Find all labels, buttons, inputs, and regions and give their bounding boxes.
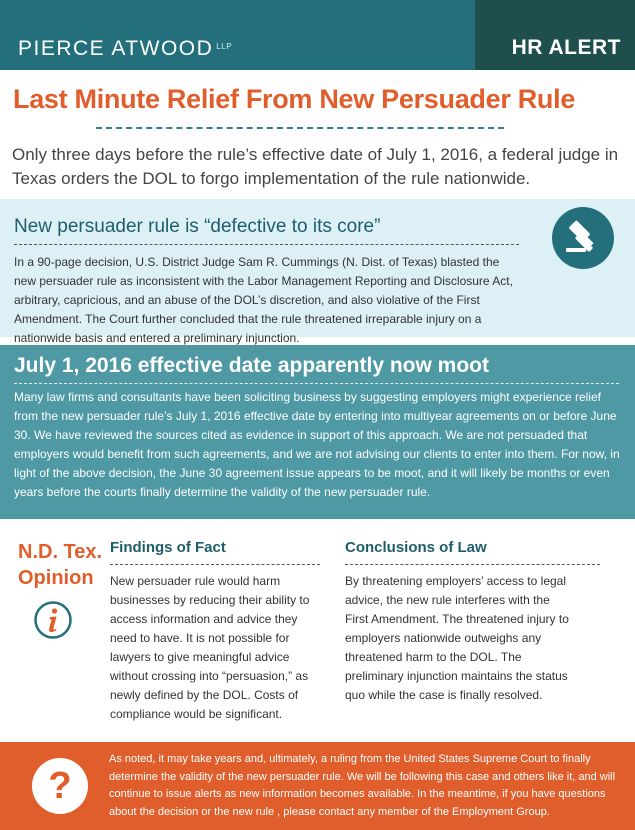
ruling-heading: New persuader rule is “defective to its core” bbox=[14, 216, 381, 237]
brand-suffix: LLP bbox=[216, 42, 233, 51]
brand-name: PIERCE ATWOOD bbox=[18, 37, 214, 60]
opinion-label bbox=[18, 539, 108, 591]
conclusions-divider bbox=[345, 564, 600, 565]
page-title: Last Minute Relief From New Persuader Rule bbox=[13, 84, 576, 114]
title-divider bbox=[96, 127, 504, 129]
effective-date-divider bbox=[14, 383, 619, 384]
findings-heading: Findings of Fact bbox=[110, 539, 226, 556]
svg-text:?: ? bbox=[48, 765, 72, 807]
ruling-body: In a 90-page decision, U.S. District Judge Sam R. Cummings (N. Dist. of Texas) blasted the new persuader rule as inconsistent with the Labor Management Reporting and Disclosure Act, arbitrary, capricious, and an abuse of the DOL’s discretion, and also violative of the First Amendment. The Court further concluded that the rule threatened irreparable injury on a nationwide basis and entered a preliminary injunction. bbox=[14, 255, 513, 345]
hr-alert-label: HR ALERT bbox=[511, 36, 621, 59]
question-icon bbox=[32, 758, 88, 814]
header-bar bbox=[0, 0, 635, 70]
conclusions-heading: Conclusions of Law bbox=[345, 539, 487, 556]
brand-logo bbox=[18, 38, 232, 59]
conclusions-body: By threatening employers’ access to legal advice, the new rule interferes with the First Amendment. The threatened injury to employers nationwide outweighs any threatened harm to the DOL. The preliminary injunction maintains the status quo while the case is finally resolved. bbox=[345, 574, 569, 702]
ruling-divider bbox=[14, 244, 519, 245]
hr-alert-badge bbox=[475, 0, 635, 70]
footer-body: As noted, it may take years and, ultimately, a ruling from the United States Supreme Court to finally determine the validity of the new persuader rule. We will be following this case and others like it, and will continue to issue alerts as new information becomes available. In the meantime, if you have questions about the decision or the new rule , please contact any member of the Employment Group. bbox=[109, 753, 616, 818]
findings-body: New persuader rule would harm businesses by reducing their ability to access information and advice they need to have. It is not possible for lawyers to give meaningful advice without crossing into “persuasion,” as newly defined by the DOL. Costs of compliance would be significant. bbox=[110, 574, 310, 721]
page-subtitle: Only three days before the rule’s effective date of July 1, 2016, a federal judge in Texas orders the DOL to forgo implementation of the rule nationwide. bbox=[12, 145, 619, 188]
opinion-label-line2: Opinion bbox=[18, 567, 94, 589]
footer-section bbox=[0, 742, 635, 830]
findings-divider bbox=[110, 564, 320, 565]
effective-date-section bbox=[0, 345, 635, 519]
effective-date-body: Many law firms and consultants have been soliciting business by suggesting employers might experience relief from the new persuader rule’s July 1, 2016 effective date by entering into multiyear agreements on or before June 30. We have reviewed the sources cited as evidence in support of this approach. We are not persuaded that employers would benefit from such agreements, and we are not advising our clients to enter into them. For now, in light of the above decision, the June 30 agreement issue appears to be moot, and it will likely be months or even years before the courts finally determine the validity of the new persuader rule. bbox=[14, 390, 620, 499]
info-icon bbox=[33, 600, 73, 640]
effective-date-heading: July 1, 2016 effective date apparently now moot bbox=[14, 354, 489, 377]
opinion-label-line1: N.D. Tex. bbox=[18, 541, 103, 563]
ruling-section bbox=[0, 199, 635, 345]
gavel-icon bbox=[552, 207, 614, 269]
